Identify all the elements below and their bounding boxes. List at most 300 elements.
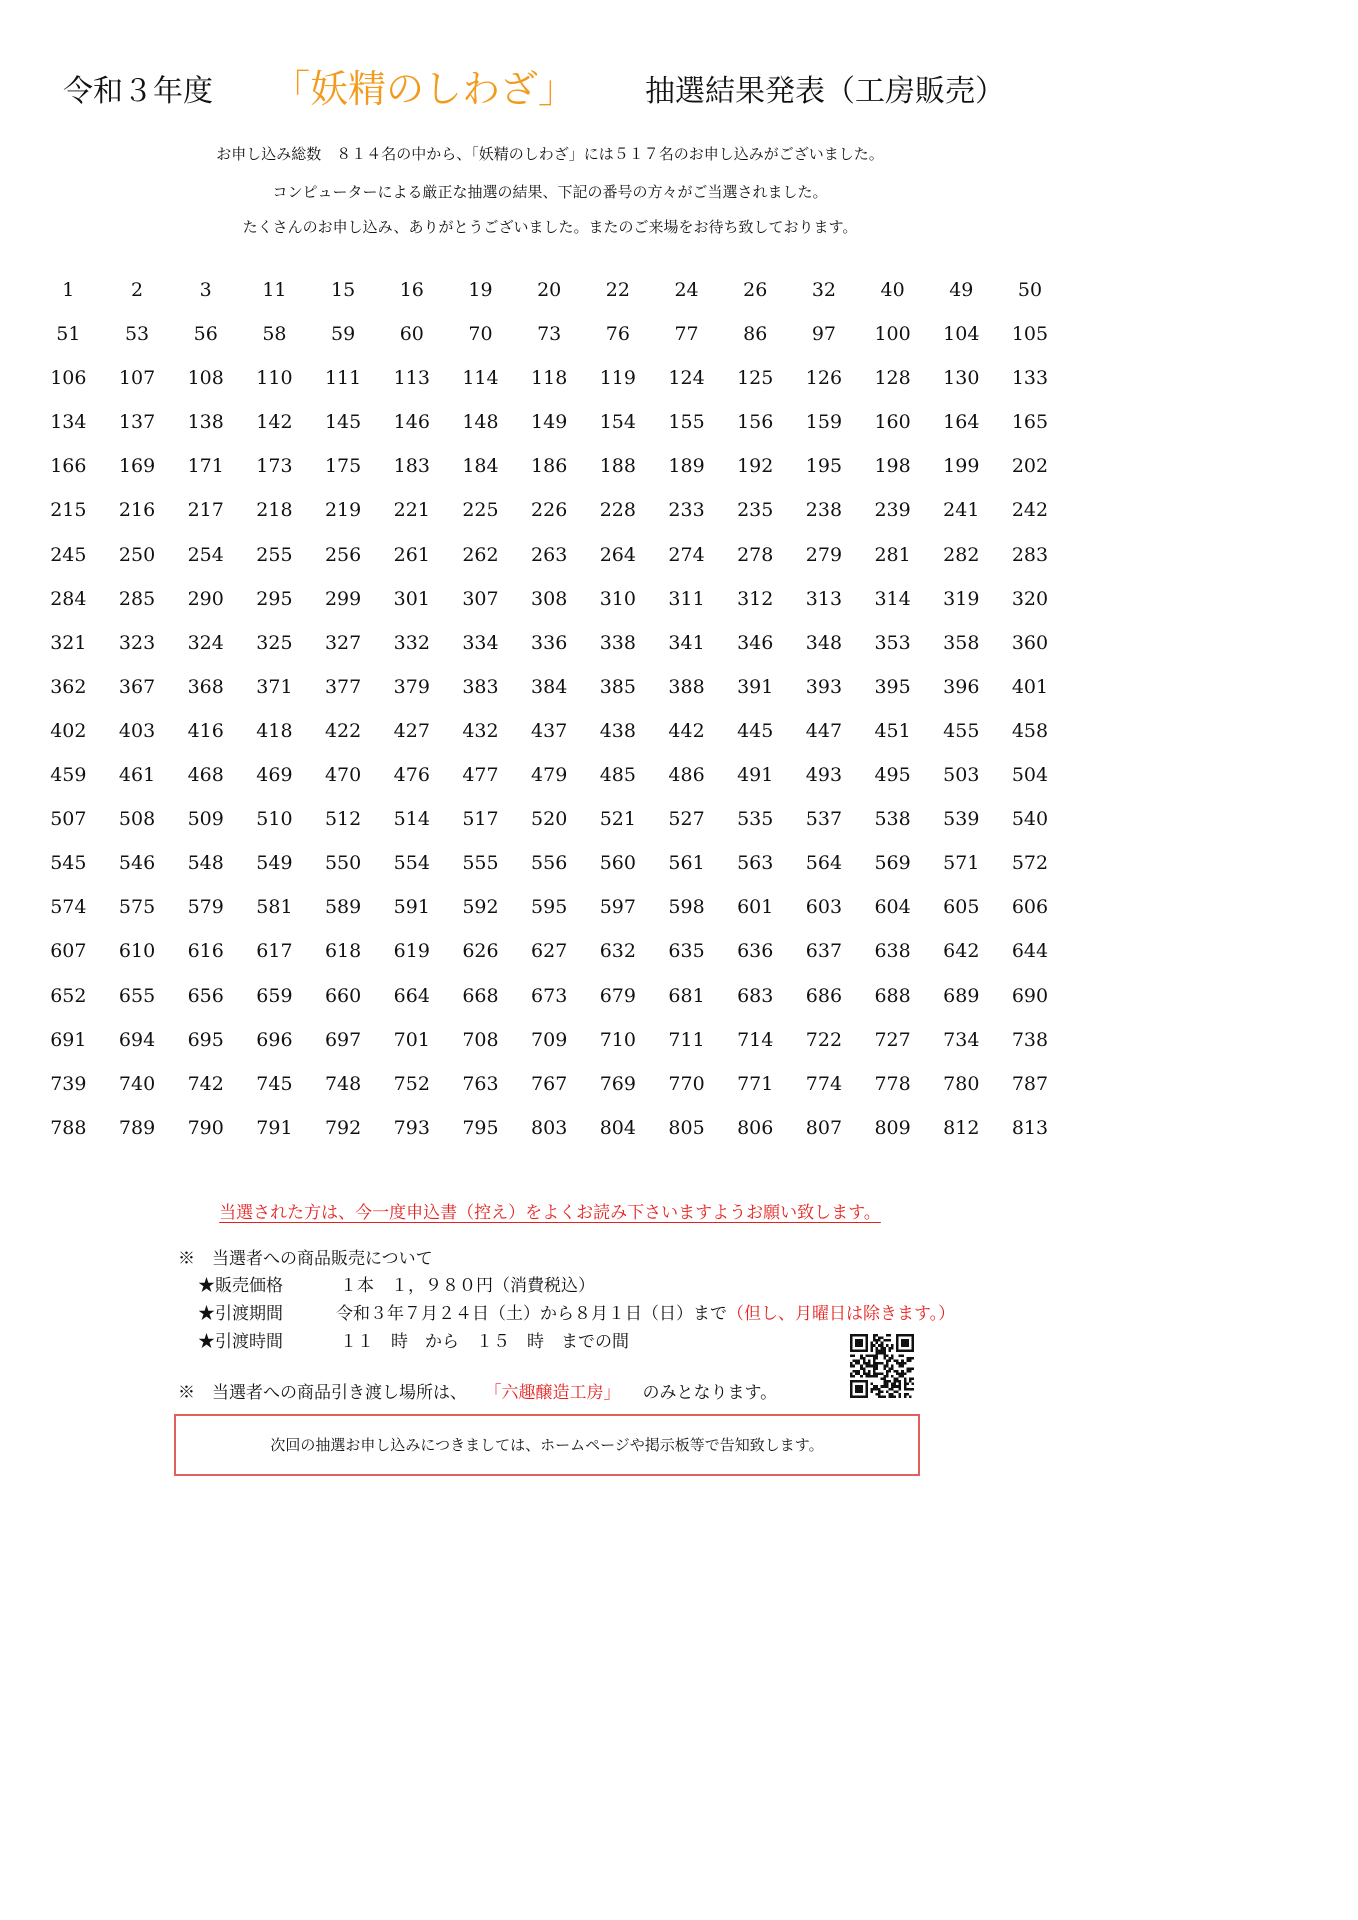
winner-number: 49 bbox=[949, 279, 974, 301]
winner-number: 610 bbox=[118, 940, 156, 963]
winner-number: 114 bbox=[462, 367, 499, 390]
winner-number: 708 bbox=[462, 1028, 499, 1051]
winner-number: 571 bbox=[943, 852, 980, 875]
winner-number: 338 bbox=[599, 631, 636, 654]
winner-number: 767 bbox=[531, 1072, 568, 1095]
winner-number: 325 bbox=[256, 631, 293, 654]
winner-number: 263 bbox=[531, 543, 568, 566]
winner-number: 51 bbox=[56, 323, 81, 346]
winner-number: 619 bbox=[393, 940, 430, 963]
winner-number: 104 bbox=[943, 323, 980, 346]
winner-number: 813 bbox=[1011, 1116, 1049, 1139]
winner-number: 148 bbox=[462, 411, 499, 434]
winner-number: 192 bbox=[737, 455, 774, 478]
winner-number: 11 bbox=[262, 279, 287, 301]
winner-number: 655 bbox=[118, 984, 156, 1007]
winner-number: 332 bbox=[393, 631, 430, 654]
winner-number: 679 bbox=[599, 984, 636, 1007]
winner-number: 626 bbox=[462, 940, 499, 963]
winner-number: 601 bbox=[737, 896, 774, 919]
winner-number: 696 bbox=[256, 1028, 293, 1051]
winner-number: 73 bbox=[537, 323, 562, 346]
winner-number: 111 bbox=[324, 367, 362, 390]
period-note: （但し、月曜日は除きます。） bbox=[727, 1304, 956, 1324]
title-year: 令和３年度 bbox=[63, 74, 213, 109]
next-lottery-box bbox=[174, 1414, 920, 1476]
winner-number: 202 bbox=[1011, 455, 1049, 478]
winner-number: 549 bbox=[256, 852, 293, 875]
winner-number: 738 bbox=[1011, 1028, 1049, 1051]
winner-number: 321 bbox=[50, 631, 87, 654]
winner-number: 281 bbox=[874, 543, 911, 566]
winner-number: 16 bbox=[399, 279, 424, 301]
winner-number: 186 bbox=[531, 455, 568, 478]
winner-number: 50 bbox=[1017, 279, 1043, 301]
winner-number: 468 bbox=[187, 764, 224, 787]
pickup-place-line bbox=[178, 1378, 777, 1403]
winner-number: 107 bbox=[118, 367, 156, 390]
winner-number: 697 bbox=[324, 1028, 362, 1051]
winner-number: 138 bbox=[187, 411, 224, 434]
winner-notice bbox=[0, 1198, 1100, 1223]
winner-number: 447 bbox=[805, 719, 843, 742]
winner-number: 691 bbox=[50, 1028, 87, 1051]
winner-number: 137 bbox=[118, 411, 156, 434]
winner-number: 638 bbox=[874, 940, 911, 963]
winner-number: 198 bbox=[874, 455, 911, 478]
winner-number: 216 bbox=[118, 499, 156, 522]
winner-number: 261 bbox=[393, 543, 430, 566]
winner-number: 709 bbox=[531, 1028, 568, 1051]
winner-number: 788 bbox=[50, 1116, 87, 1139]
winner-number: 509 bbox=[187, 808, 224, 831]
winner-number: 142 bbox=[256, 411, 293, 434]
period-value: 令和３年７月２４日（土）から８月１日（日）まで bbox=[336, 1304, 727, 1324]
winner-number: 527 bbox=[668, 808, 705, 831]
winner-number: 219 bbox=[324, 499, 362, 522]
winner-number: 451 bbox=[874, 719, 911, 742]
winner-number: 470 bbox=[324, 764, 362, 787]
winner-number: 105 bbox=[1011, 323, 1049, 346]
period-label: ★引渡期間 bbox=[198, 1304, 283, 1324]
winner-number: 239 bbox=[874, 499, 911, 522]
winner-number: 595 bbox=[531, 896, 568, 919]
winner-number: 367 bbox=[118, 675, 156, 698]
winner-number: 70 bbox=[468, 323, 493, 346]
winner-number: 327 bbox=[324, 631, 362, 654]
winner-number: 432 bbox=[462, 719, 499, 742]
winner-number: 60 bbox=[399, 323, 424, 346]
winner-number: 512 bbox=[324, 808, 362, 831]
winner-number: 308 bbox=[531, 587, 568, 610]
winner-number: 485 bbox=[599, 764, 636, 787]
winner-number: 402 bbox=[50, 719, 87, 742]
winner-number: 254 bbox=[187, 543, 224, 566]
winner-number: 403 bbox=[118, 719, 156, 742]
winner-number: 199 bbox=[943, 455, 980, 478]
winner-number: 789 bbox=[118, 1116, 156, 1139]
winner-number: 307 bbox=[462, 587, 499, 610]
winner-number: 284 bbox=[50, 587, 87, 610]
winner-number: 569 bbox=[874, 852, 911, 875]
winner-number: 710 bbox=[599, 1028, 636, 1051]
winner-number: 771 bbox=[737, 1072, 774, 1095]
winner-number: 438 bbox=[599, 719, 636, 742]
winner-number: 787 bbox=[1011, 1072, 1049, 1095]
winner-number: 341 bbox=[668, 631, 705, 654]
winner-number: 437 bbox=[531, 719, 568, 742]
winner-number: 668 bbox=[462, 984, 499, 1007]
winner-number: 2 bbox=[130, 279, 144, 301]
winner-number: 517 bbox=[462, 808, 499, 831]
time-label: ★引渡時間 bbox=[198, 1332, 283, 1352]
winner-number: 145 bbox=[324, 411, 362, 434]
winner-number: 538 bbox=[874, 808, 911, 831]
winner-number: 169 bbox=[118, 455, 156, 478]
winner-number: 491 bbox=[737, 764, 774, 787]
qr-code-icon[interactable] bbox=[850, 1334, 914, 1398]
winner-number: 159 bbox=[805, 411, 843, 434]
winner-number: 175 bbox=[324, 455, 362, 478]
winner-number: 313 bbox=[805, 587, 843, 610]
winner-number: 279 bbox=[805, 543, 843, 566]
winner-number: 476 bbox=[393, 764, 430, 787]
winner-number: 545 bbox=[50, 852, 87, 875]
winner-number: 688 bbox=[874, 984, 911, 1007]
winner-number: 627 bbox=[531, 940, 568, 963]
winner-number: 384 bbox=[531, 675, 568, 698]
title-heading: 抽選結果発表（工房販売） bbox=[645, 74, 1005, 109]
winner-number: 100 bbox=[874, 323, 911, 346]
winner-number: 418 bbox=[256, 719, 293, 742]
winner-number: 228 bbox=[599, 499, 636, 522]
winner-number: 377 bbox=[324, 675, 362, 698]
winner-number: 763 bbox=[462, 1072, 499, 1095]
winner-number: 311 bbox=[668, 587, 705, 610]
winner-number: 118 bbox=[531, 367, 568, 390]
winner-number: 130 bbox=[943, 367, 980, 390]
winner-number: 561 bbox=[668, 852, 705, 875]
winner-number: 184 bbox=[462, 455, 499, 478]
winner-number: 1 bbox=[62, 279, 75, 301]
winner-number: 673 bbox=[531, 984, 568, 1007]
winner-number: 632 bbox=[599, 940, 636, 963]
winner-number: 780 bbox=[943, 1072, 980, 1095]
winner-number: 299 bbox=[324, 587, 362, 610]
winner-number: 605 bbox=[943, 896, 980, 919]
winner-number: 40 bbox=[880, 279, 905, 301]
winner-number: 128 bbox=[874, 367, 911, 390]
winner-number: 521 bbox=[599, 808, 636, 831]
winner-number: 606 bbox=[1011, 896, 1049, 919]
winner-number: 126 bbox=[805, 367, 843, 390]
winner-number: 124 bbox=[668, 367, 705, 390]
winner-number: 563 bbox=[737, 852, 774, 875]
intro-line-2: コンピューターによる厳正な抽選の結果、下記の番号の方々がご当選されました。 bbox=[272, 183, 828, 201]
winner-number: 189 bbox=[668, 455, 705, 478]
winner-number: 589 bbox=[324, 896, 362, 919]
sales-heading: ※ 当選者への商品販売について bbox=[178, 1249, 433, 1269]
winner-number: 395 bbox=[874, 675, 911, 698]
winner-number: 495 bbox=[874, 764, 911, 787]
winner-number: 686 bbox=[805, 984, 843, 1007]
winner-number: 262 bbox=[462, 543, 499, 566]
winner-number: 603 bbox=[805, 896, 843, 919]
pickup-place-name: 「六趣醸造工房」 bbox=[493, 1383, 621, 1403]
winner-number: 807 bbox=[805, 1116, 843, 1139]
winner-number: 58 bbox=[262, 323, 287, 346]
winner-number: 560 bbox=[599, 852, 636, 875]
winner-number: 19 bbox=[468, 279, 493, 301]
winner-number: 548 bbox=[187, 852, 224, 875]
winner-number: 256 bbox=[324, 543, 362, 566]
winner-number: 778 bbox=[874, 1072, 911, 1095]
winner-number: 617 bbox=[256, 940, 293, 963]
winner-number: 659 bbox=[256, 984, 293, 1007]
winner-number: 469 bbox=[256, 764, 293, 787]
winner-number: 32 bbox=[811, 279, 836, 301]
winner-number: 508 bbox=[118, 808, 156, 831]
winner-number: 740 bbox=[118, 1072, 156, 1095]
winner-number: 479 bbox=[531, 764, 568, 787]
winner-number: 20 bbox=[537, 279, 562, 301]
winner-number: 379 bbox=[393, 675, 430, 698]
winner-number: 644 bbox=[1011, 940, 1049, 963]
winner-number: 76 bbox=[605, 323, 630, 346]
winner-number: 748 bbox=[324, 1072, 362, 1095]
winner-number: 555 bbox=[462, 852, 499, 875]
winner-number: 125 bbox=[737, 367, 774, 390]
winner-number: 695 bbox=[187, 1028, 224, 1051]
winner-number: 301 bbox=[393, 587, 430, 610]
winner-number: 701 bbox=[393, 1028, 430, 1051]
winner-number: 683 bbox=[737, 984, 774, 1007]
winner-number: 385 bbox=[599, 675, 636, 698]
winner-number: 134 bbox=[50, 411, 87, 434]
winner-number: 320 bbox=[1011, 587, 1049, 610]
winner-number: 694 bbox=[118, 1028, 156, 1051]
winner-number: 656 bbox=[187, 984, 224, 1007]
winner-number: 233 bbox=[668, 499, 705, 522]
winner-number: 642 bbox=[943, 940, 980, 963]
pickup-suffix: のみとなります。 bbox=[642, 1383, 778, 1403]
winner-number: 537 bbox=[805, 808, 843, 831]
winner-number: 416 bbox=[187, 719, 224, 742]
winner-number: 166 bbox=[50, 455, 87, 478]
winner-number: 637 bbox=[805, 940, 843, 963]
winner-number: 160 bbox=[874, 411, 911, 434]
winner-number: 274 bbox=[668, 543, 705, 566]
winner-number: 579 bbox=[187, 896, 224, 919]
winner-number: 250 bbox=[118, 543, 156, 566]
winner-number: 574 bbox=[50, 896, 87, 919]
winner-number: 809 bbox=[874, 1116, 911, 1139]
winner-number: 745 bbox=[256, 1072, 293, 1095]
period-line bbox=[336, 1299, 955, 1324]
winner-number: 592 bbox=[462, 896, 499, 919]
winner-number: 255 bbox=[256, 543, 293, 566]
winner-number: 681 bbox=[668, 984, 705, 1007]
winner-number: 598 bbox=[668, 896, 705, 919]
winner-number: 56 bbox=[193, 323, 218, 346]
winner-number: 264 bbox=[599, 543, 636, 566]
winner-number: 362 bbox=[50, 675, 87, 698]
winner-number: 245 bbox=[50, 543, 87, 566]
winner-number: 652 bbox=[50, 984, 87, 1007]
winner-number: 514 bbox=[393, 808, 430, 831]
winner-number: 689 bbox=[943, 984, 980, 1007]
winner-number: 660 bbox=[324, 984, 362, 1007]
winner-number: 722 bbox=[805, 1028, 843, 1051]
winner-notice-text: 当選された方は、今一度申込書（控え）をよくお読み下さいますようお願い致します。 bbox=[219, 1203, 881, 1223]
winner-number: 581 bbox=[256, 896, 293, 919]
winner-number: 225 bbox=[462, 499, 499, 522]
winner-number: 486 bbox=[668, 764, 705, 787]
title-row bbox=[0, 58, 1100, 118]
winner-number: 133 bbox=[1011, 367, 1049, 390]
pickup-prefix: ※ 当選者への商品引き渡し場所は、 bbox=[178, 1383, 467, 1403]
winner-number: 110 bbox=[256, 367, 293, 390]
winner-number: 53 bbox=[124, 323, 150, 346]
winner-number: 156 bbox=[737, 411, 774, 434]
winner-number: 383 bbox=[462, 675, 499, 698]
price-value: １本 １，９８０円（消費税込） bbox=[340, 1276, 595, 1296]
winner-number: 572 bbox=[1011, 852, 1049, 875]
winner-number: 217 bbox=[187, 499, 224, 522]
winner-number: 283 bbox=[1011, 543, 1049, 566]
winner-number: 510 bbox=[256, 808, 293, 831]
winner-number: 242 bbox=[1011, 499, 1049, 522]
winner-number: 388 bbox=[668, 675, 705, 698]
winner-number: 319 bbox=[943, 587, 980, 610]
winner-number: 540 bbox=[1011, 808, 1049, 831]
winner-number: 235 bbox=[737, 499, 774, 522]
winner-number: 391 bbox=[737, 675, 774, 698]
winner-number: 290 bbox=[187, 587, 224, 610]
winner-number: 282 bbox=[943, 543, 980, 566]
winner-number: 146 bbox=[393, 411, 430, 434]
winner-number: 15 bbox=[331, 279, 356, 301]
winner-number: 119 bbox=[599, 367, 636, 390]
intro-line-1: お申し込み総数 ８１４名の中から、「妖精のしわざ」には５１７名のお申し込みがございました。 bbox=[216, 145, 884, 163]
winner-number: 554 bbox=[393, 852, 430, 875]
winner-number: 173 bbox=[256, 455, 293, 478]
winner-number: 396 bbox=[943, 675, 980, 698]
winner-number: 295 bbox=[256, 587, 293, 610]
winner-number: 442 bbox=[668, 719, 705, 742]
winner-number-grid bbox=[34, 268, 1064, 1150]
winner-number: 742 bbox=[187, 1072, 224, 1095]
winner-number: 215 bbox=[50, 499, 87, 522]
winner-number: 241 bbox=[943, 499, 980, 522]
winner-number: 520 bbox=[531, 808, 568, 831]
winner-number: 59 bbox=[331, 323, 356, 346]
winner-number: 348 bbox=[805, 631, 843, 654]
winner-number: 106 bbox=[50, 367, 87, 390]
winner-number: 461 bbox=[118, 764, 156, 787]
title-product: 「妖精のしわざ」 bbox=[272, 67, 577, 111]
winner-number: 371 bbox=[256, 675, 293, 698]
winner-number: 22 bbox=[605, 279, 630, 301]
winner-number: 183 bbox=[393, 455, 430, 478]
winner-number: 539 bbox=[943, 808, 980, 831]
winner-number: 323 bbox=[118, 631, 156, 654]
winner-number: 804 bbox=[599, 1116, 636, 1139]
winner-number: 774 bbox=[805, 1072, 843, 1095]
winner-number: 791 bbox=[256, 1116, 293, 1139]
next-lottery-text: 次回の抽選お申し込みにつきましては、ホームページや掲示板等で告知致します。 bbox=[270, 1436, 824, 1454]
winner-number: 358 bbox=[943, 631, 980, 654]
winner-number: 477 bbox=[462, 764, 499, 787]
winner-number: 312 bbox=[737, 587, 774, 610]
winner-number: 154 bbox=[599, 411, 636, 434]
winner-number: 752 bbox=[393, 1072, 430, 1095]
winner-number: 368 bbox=[187, 675, 224, 698]
winner-number: 226 bbox=[531, 499, 568, 522]
winner-number: 739 bbox=[50, 1072, 87, 1095]
winner-number: 334 bbox=[462, 631, 499, 654]
winner-number: 77 bbox=[674, 323, 699, 346]
winner-number: 714 bbox=[737, 1028, 774, 1051]
winner-number: 171 bbox=[187, 455, 224, 478]
winner-number: 360 bbox=[1011, 631, 1049, 654]
winner-number: 155 bbox=[668, 411, 705, 434]
winner-number: 238 bbox=[805, 499, 843, 522]
winner-number: 734 bbox=[943, 1028, 980, 1051]
winner-number: 550 bbox=[324, 852, 362, 875]
time-value: １１ 時 から １５ 時 までの間 bbox=[340, 1332, 629, 1352]
winner-number: 604 bbox=[874, 896, 911, 919]
winner-number: 805 bbox=[668, 1116, 705, 1139]
winner-number: 165 bbox=[1011, 411, 1049, 434]
winner-number: 324 bbox=[187, 631, 224, 654]
winner-number: 353 bbox=[874, 631, 911, 654]
winner-number: 195 bbox=[805, 455, 843, 478]
winner-number: 459 bbox=[50, 764, 87, 787]
winner-number: 664 bbox=[393, 984, 430, 1007]
winner-number: 711 bbox=[668, 1028, 705, 1051]
winner-number: 108 bbox=[187, 367, 224, 390]
winner-number: 792 bbox=[324, 1116, 362, 1139]
winner-number: 790 bbox=[187, 1116, 224, 1139]
winner-number: 690 bbox=[1011, 984, 1049, 1007]
winner-number: 3 bbox=[199, 279, 212, 301]
price-label: ★販売価格 bbox=[198, 1276, 283, 1296]
winner-number: 803 bbox=[531, 1116, 568, 1139]
winner-number: 422 bbox=[324, 719, 362, 742]
winner-number: 503 bbox=[943, 764, 980, 787]
winner-number: 427 bbox=[393, 719, 430, 742]
winner-number: 188 bbox=[599, 455, 636, 478]
winner-number: 616 bbox=[187, 940, 224, 963]
winner-number: 769 bbox=[599, 1072, 636, 1095]
winner-number: 635 bbox=[668, 940, 705, 963]
winner-number: 336 bbox=[531, 631, 568, 654]
winner-number: 546 bbox=[118, 852, 156, 875]
winner-number: 445 bbox=[737, 719, 774, 742]
winner-number: 113 bbox=[393, 367, 430, 390]
winner-number: 575 bbox=[118, 896, 156, 919]
winner-number: 564 bbox=[805, 852, 843, 875]
winner-number: 591 bbox=[393, 896, 430, 919]
winner-number: 618 bbox=[324, 940, 362, 963]
winner-number: 812 bbox=[943, 1116, 980, 1139]
winner-number: 806 bbox=[737, 1116, 774, 1139]
winner-number: 607 bbox=[50, 940, 87, 963]
winner-number: 793 bbox=[393, 1116, 430, 1139]
winner-number: 507 bbox=[50, 808, 87, 831]
winner-number: 393 bbox=[805, 675, 843, 698]
